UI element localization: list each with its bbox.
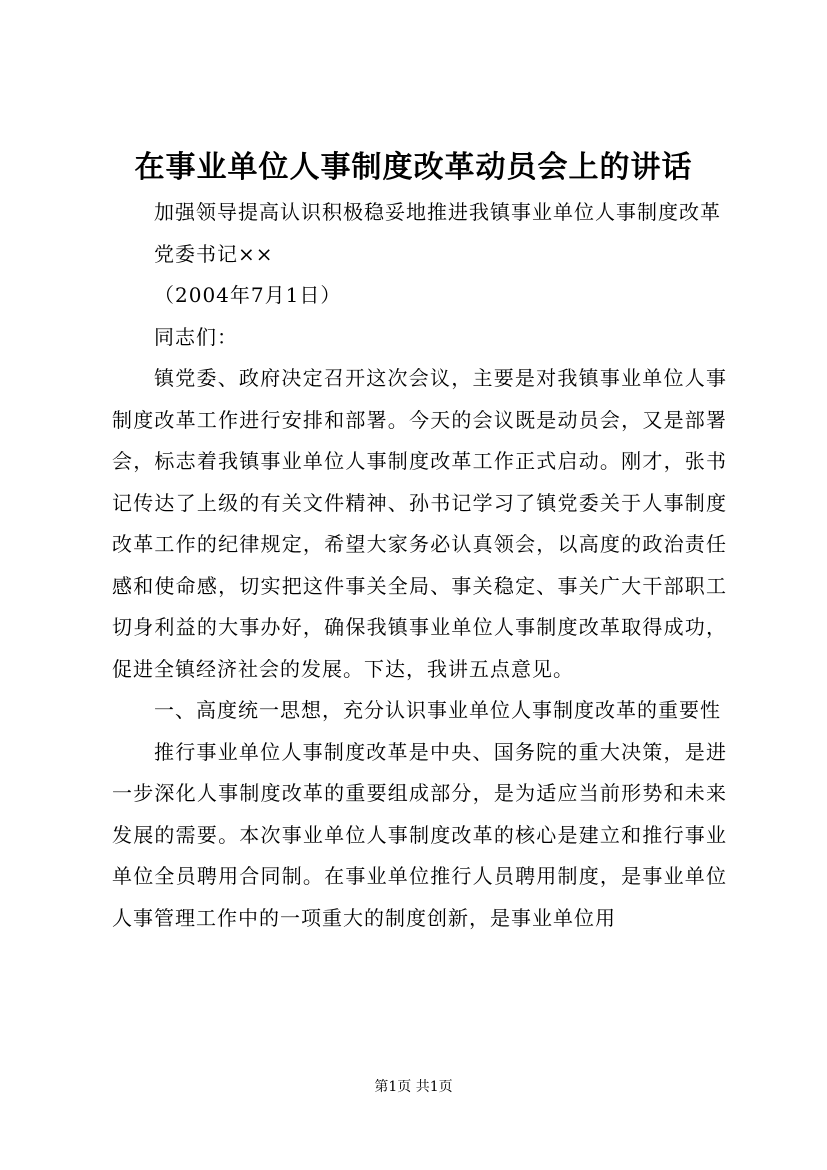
date-line: （2004年7月1日） bbox=[154, 283, 342, 307]
document-body bbox=[112, 192, 727, 939]
page-footer: 第1页 共1页 bbox=[374, 1079, 453, 1095]
document-title: 在事业单位人事制度改革动员会上的讲话 bbox=[134, 150, 693, 185]
speaker-line: 党委书记×× bbox=[154, 241, 274, 266]
subtitle-paragraph: 加强领导提高认识积极稳妥地推进我镇事业单位人事制度改革 bbox=[154, 200, 721, 224]
body-paragraph: 推行事业单位人事制度改革是中央、国务院的重大决策，是进一步深化人事制度改革的重要组成部分，是为适应当前形势和未来发展的需要。本次事业单位人事制度改革的核心是建立和推行事业单位全员聘用合同制。在事业单位推行人员聘用制度，是事业单位人事管理工作中的一项重大的制度创新，是事业单位用 bbox=[112, 739, 727, 930]
section-heading: 一、高度统一思想，充分认识事业单位人事制度改革的重要性 bbox=[154, 698, 721, 722]
body-paragraph: 镇党委、政府决定召开这次会议，主要是对我镇事业单位人事制度改革工作进行安排和部署。今天的会议既是动员会，又是部署会，标志着我镇事业单位人事制度改革工作正式启动。刚才，张书记传达了上级的有关文件精神、孙书记学习了镇党委关于人事制度改革工作的纪律规定，希望大家务必认真领会，以高度的政治责任感和使命感，切实把这件事关全局、事关稳定、事关广大干部职工切身利益的大事办好，确保我镇事业单位人事制度改革取得成功，促进全镇经济社会的发展。下达，我讲五点意见。 bbox=[112, 366, 727, 681]
salutation: 同志们： bbox=[154, 324, 238, 349]
